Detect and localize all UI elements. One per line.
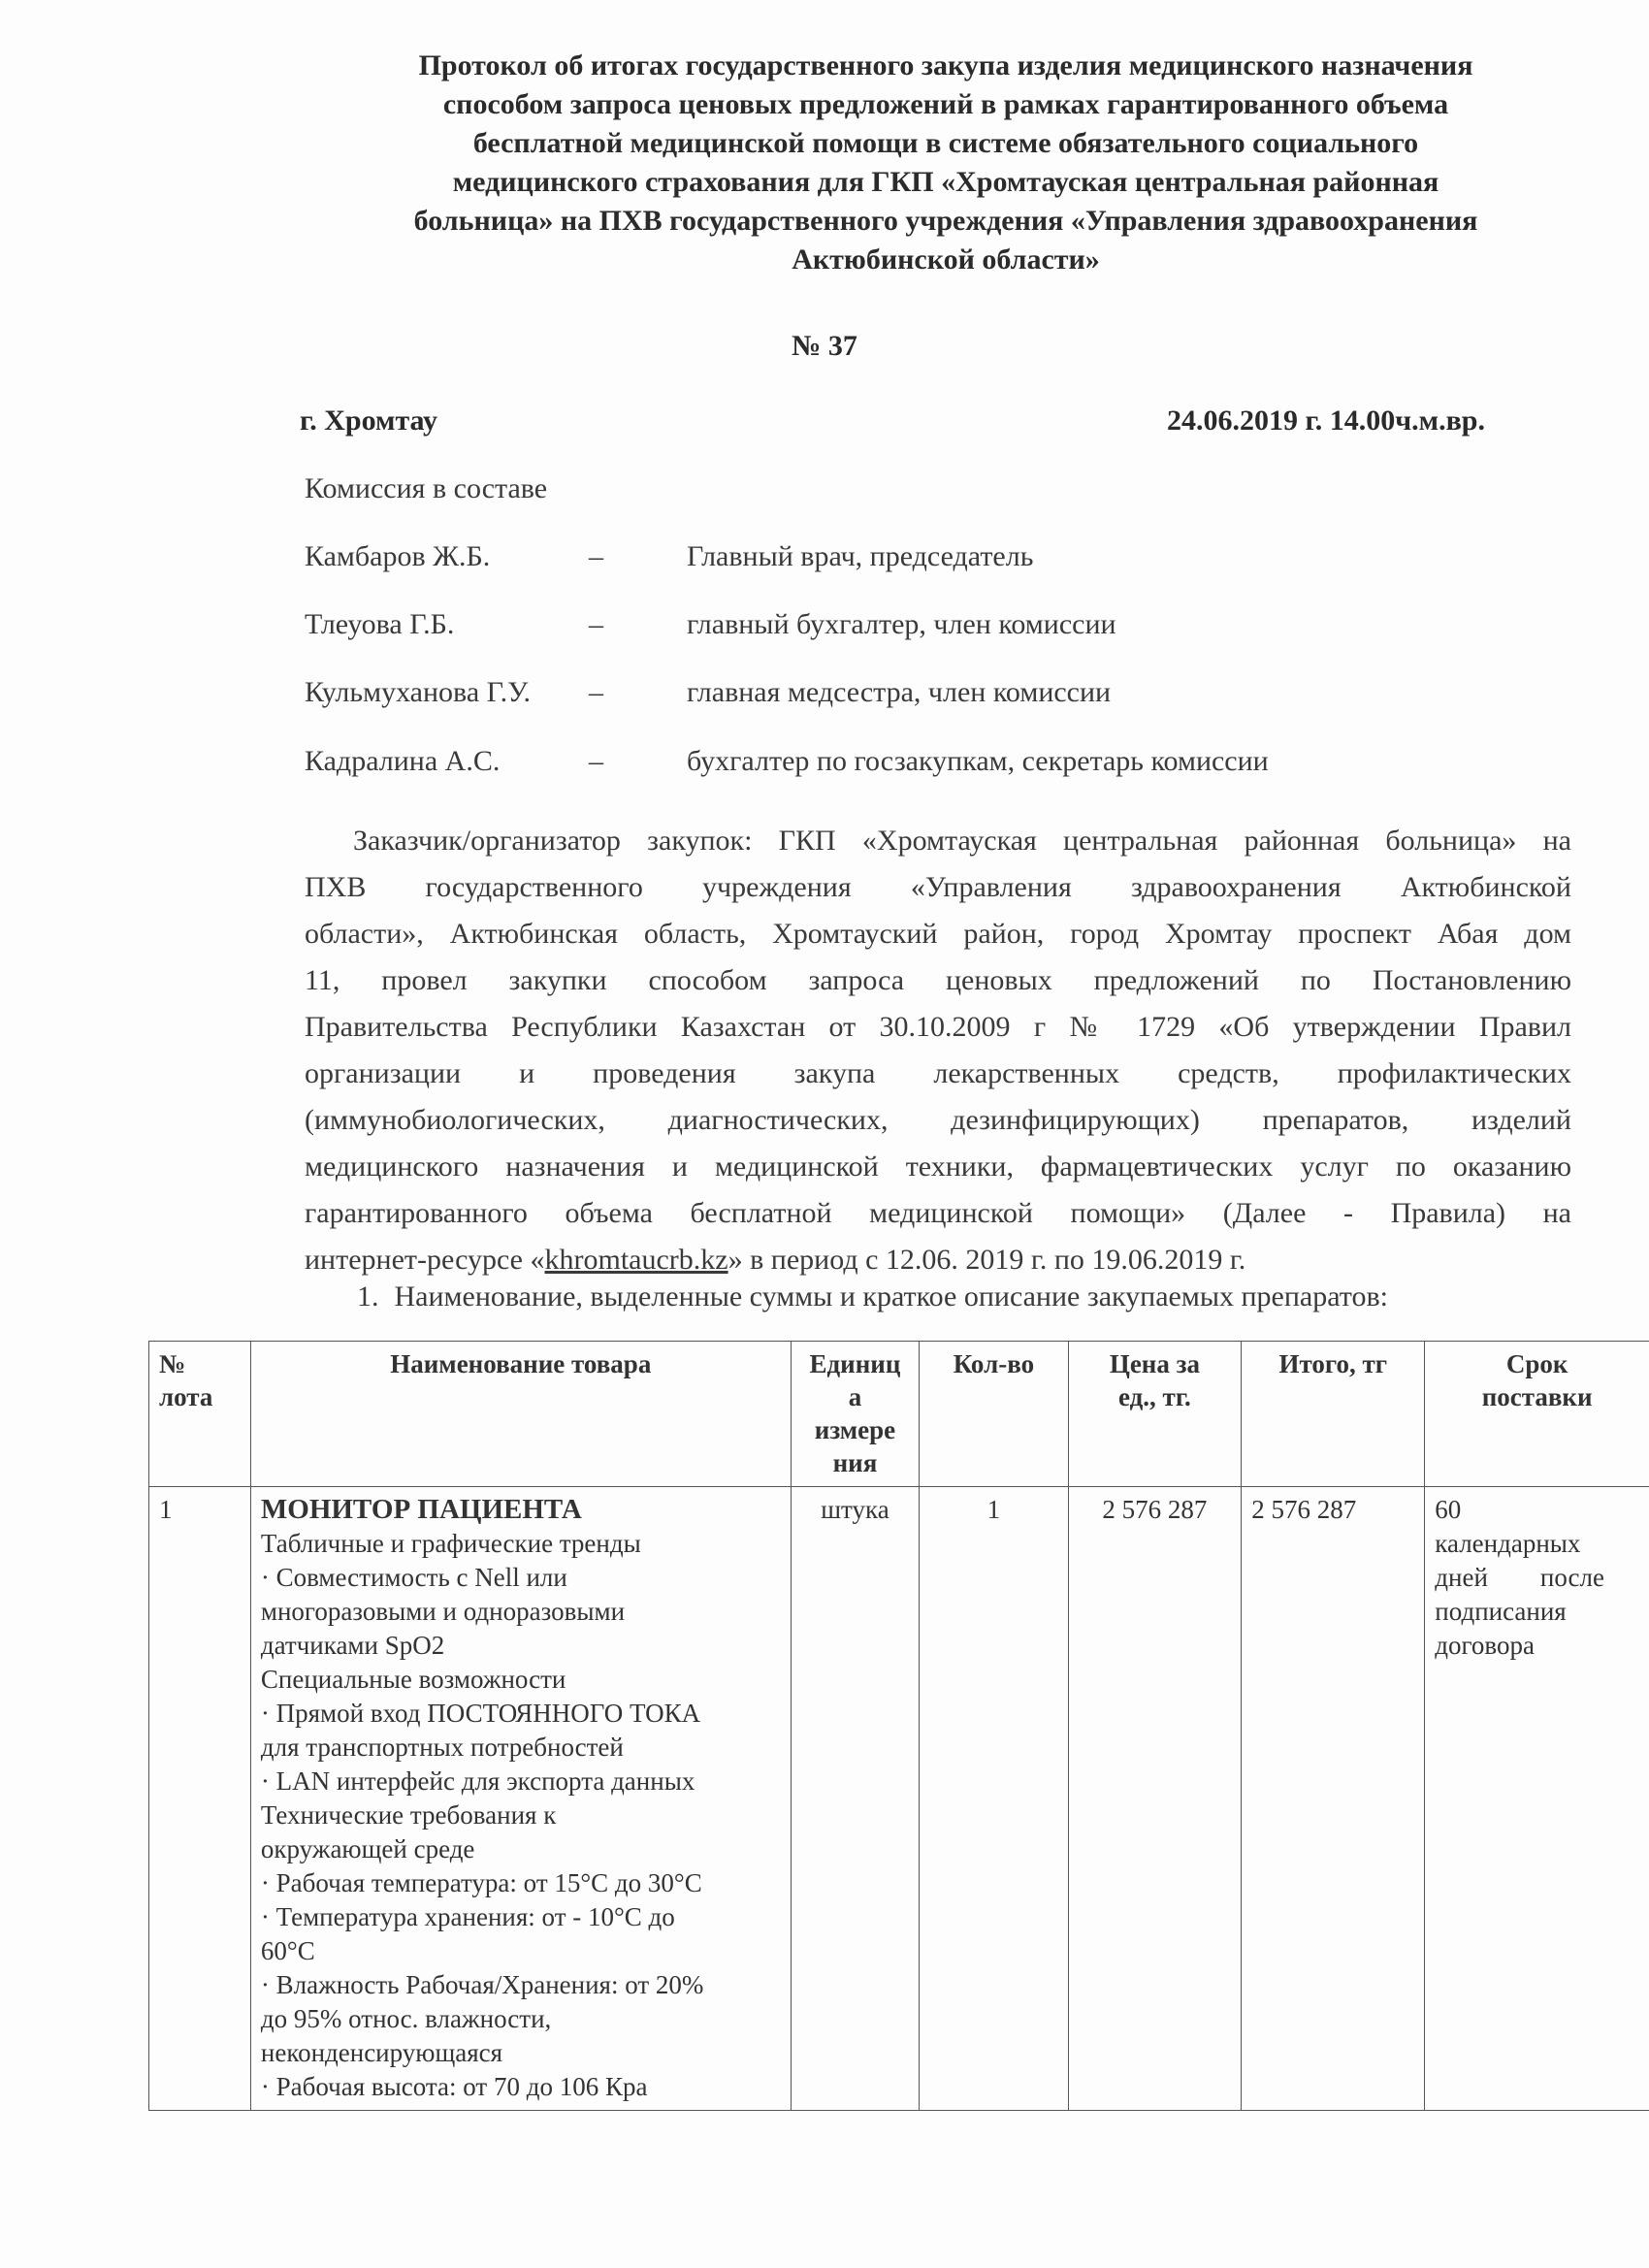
paragraph-line: медицинского назначения и медицинской техники, фармацевтических услуг по оказанию xyxy=(305,1150,1571,1183)
last-line-suffix: » в период с 12.06. 2019 г. по 19.06.2019 г. xyxy=(728,1244,1246,1276)
member-role: бухгалтер по госзакупкам, секретарь комиссии xyxy=(687,745,1269,777)
member-dash: – xyxy=(589,745,603,777)
header-text: поставки xyxy=(1481,1382,1593,1411)
table-header-row xyxy=(149,1342,1649,1487)
paragraph-line: 11, провел закупки способом запроса ценовых предложений по Постановлению xyxy=(305,964,1571,996)
header-lot-number xyxy=(149,1342,251,1487)
document-title xyxy=(320,47,1571,279)
header-text: Единиц xyxy=(809,1349,901,1378)
member-dash: – xyxy=(589,608,603,640)
cell-item-description xyxy=(250,1487,791,2111)
header-text: Срок xyxy=(1505,1349,1568,1378)
member-name: Камбаров Ж.Б. xyxy=(305,540,491,572)
description-line: · LAN интерфейс для экспорта данных xyxy=(260,1766,695,1796)
title-line: бесплатной медицинской помощи в системе обязательного социального xyxy=(472,127,1419,159)
section-number: 1. xyxy=(357,1280,379,1312)
member-name: Кадралина А.С. xyxy=(305,745,501,777)
member-dash: – xyxy=(589,540,603,572)
member-name: Кульмуханова Г.У. xyxy=(305,676,531,708)
member-role: главный бухгалтер, член комиссии xyxy=(687,608,1116,640)
title-line: Актюбинской области» xyxy=(792,243,1100,275)
cell-unit-price: 2 576 287 xyxy=(1068,1487,1242,2111)
header-total xyxy=(1242,1342,1425,1487)
header-item-name xyxy=(250,1342,791,1487)
items-table xyxy=(148,1341,1649,2111)
protocol-number: № 37 xyxy=(792,330,857,362)
customer-paragraph xyxy=(305,818,1571,1283)
description-line: Табличные и графические тренды xyxy=(260,1529,641,1558)
description-line: · Рабочая высота: от 70 до 106 Кра xyxy=(260,2072,648,2101)
title-line: больница» на ПХВ государственного учреждения «Управления здравоохранения xyxy=(413,205,1478,237)
header-text: лота xyxy=(159,1382,213,1411)
title-line: Протокол об итогах государственного закупа изделия медицинского назначения xyxy=(418,49,1473,81)
title-line: способом запроса ценовых предложений в рамках гарантированного объема xyxy=(442,88,1449,120)
description-line: многоразовыми и одноразовыми xyxy=(260,1597,626,1626)
section-heading xyxy=(357,1280,1388,1313)
description-line: 60°C xyxy=(260,1936,315,1965)
paragraph-line: гарантированного объема бесплатной медицинской помощи» (Далее - Правила) на xyxy=(305,1197,1571,1229)
paragraph-line: организации и проведения закупа лекарственных средств, профилактических xyxy=(305,1057,1571,1089)
commission-member xyxy=(305,676,1566,715)
cell-unit: штука xyxy=(791,1487,920,2111)
member-dash: – xyxy=(589,676,603,708)
description-line: до 95% относ. влажности, xyxy=(260,2004,552,2033)
description-line: Технические требования к xyxy=(260,1800,557,1830)
description-line: датчиками SpO2 xyxy=(260,1631,445,1660)
header-text: Цена за xyxy=(1109,1349,1200,1378)
commission-member xyxy=(305,608,1566,647)
description-line: для транспортных потребностей xyxy=(260,1733,624,1762)
protocol-datetime: 24.06.2019 г. 14.00ч.м.вр. xyxy=(1167,405,1485,437)
header-text: № xyxy=(159,1349,186,1378)
member-role: Главный врач, председатель xyxy=(687,540,1034,572)
description-line: окружающей среде xyxy=(260,1834,475,1863)
header-unit-price xyxy=(1068,1342,1242,1487)
commission-member xyxy=(305,745,1566,784)
header-quantity xyxy=(920,1342,1068,1487)
paragraph-line: Заказчик/организатор закупок: ГКП «Хромтауская центральная районная больница» на xyxy=(353,825,1571,857)
description-line: · Совместимость с Nell или xyxy=(260,1563,567,1592)
city: г. Хромтау xyxy=(300,405,438,437)
description-line: · Влажность Рабочая/Хранения: от 20% xyxy=(260,1970,704,1999)
website-link[interactable]: khromtaucrb.kz xyxy=(544,1244,728,1276)
item-title: МОНИТОР ПАЦИЕНТА xyxy=(260,1494,582,1525)
paragraph-line: (иммунобиологических, диагностических, дезинфицирующих) препаратов, изделий xyxy=(305,1104,1571,1136)
description-line: · Температура хранения: от - 10°C до xyxy=(260,1902,675,1931)
commission-member xyxy=(305,540,1566,579)
header-text: Кол-во xyxy=(953,1349,1035,1378)
header-text: а xyxy=(848,1382,862,1411)
header-delivery-term xyxy=(1425,1342,1649,1487)
description-line: · Рабочая температура: от 15°C до 30°C xyxy=(260,1868,702,1897)
description-line: Специальные возможности xyxy=(260,1665,566,1694)
table-row xyxy=(149,1487,1649,2111)
cell-total: 2 576 287 xyxy=(1242,1487,1425,2111)
cell-delivery-term xyxy=(1425,1487,1649,2111)
cell-lot-number: 1 xyxy=(149,1487,251,2111)
commission-label: Комиссия в составе xyxy=(305,472,548,504)
cell-quantity: 1 xyxy=(920,1487,1068,2111)
last-line-prefix: интернет-ресурсе « xyxy=(305,1244,545,1276)
header-text: ед., тг. xyxy=(1118,1382,1191,1411)
header-text: Наименование товара xyxy=(390,1349,652,1378)
paragraph-last-line xyxy=(305,1237,1571,1283)
title-line: медицинского страхования для ГКП «Хромтауская центральная районная xyxy=(452,166,1439,198)
section-heading-text: Наименование, выделенные суммы и краткое описание закупаемых препаратов: xyxy=(394,1280,1388,1312)
description-line: · Прямой вход ПОСТОЯННОГО ТОКА xyxy=(260,1699,701,1728)
header-text: Итого, тг xyxy=(1278,1349,1388,1378)
paragraph-line: Правительства Республики Казахстан от 30.10.2009 г № 1729 «Об утверждении Правил xyxy=(305,1011,1571,1043)
delivery-line: дней после xyxy=(1435,1563,1604,1592)
delivery-line: календарных xyxy=(1435,1529,1581,1558)
header-text: ния xyxy=(832,1448,878,1477)
member-name: Тлеуова Г.Б. xyxy=(305,608,455,640)
delivery-line: подписания xyxy=(1435,1597,1567,1626)
delivery-line: 60 xyxy=(1435,1495,1462,1524)
header-text: измере xyxy=(814,1415,896,1444)
description-line: неконденсирующаяся xyxy=(260,2038,503,2067)
paragraph-line: области», Актюбинская область, Хромтауский район, город Хромтау проспект Абая дом xyxy=(305,918,1571,950)
member-role: главная медсестра, член комиссии xyxy=(687,676,1112,708)
delivery-line: договора xyxy=(1435,1631,1535,1660)
header-unit xyxy=(791,1342,920,1487)
paragraph-line: ПХВ государственного учреждения «Управления здравоохранения Актюбинской xyxy=(305,871,1571,903)
